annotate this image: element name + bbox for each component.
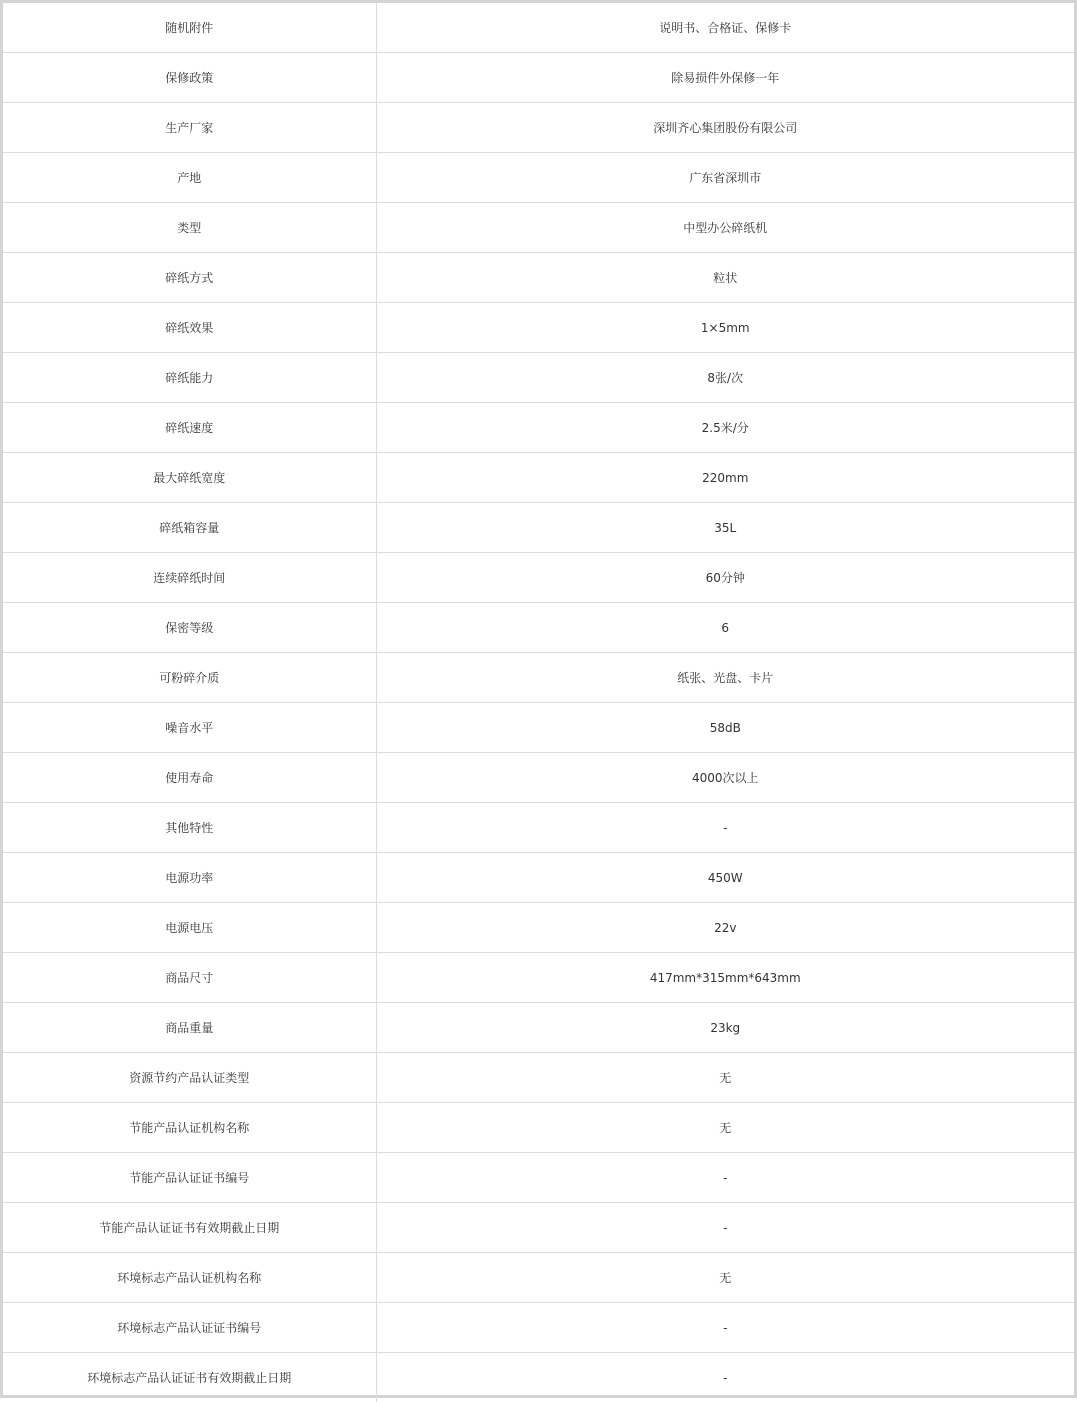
spec-value: 深圳齐心集团股份有限公司 <box>376 103 1074 153</box>
spec-label: 电源电压 <box>3 903 376 953</box>
spec-value: 4000次以上 <box>376 753 1074 803</box>
spec-value: 23kg <box>376 1003 1074 1053</box>
spec-value: 中型办公碎纸机 <box>376 203 1074 253</box>
spec-value: 1×5mm <box>376 303 1074 353</box>
spec-label: 连续碎纸时间 <box>3 553 376 603</box>
spec-value: 220mm <box>376 453 1074 503</box>
spec-row-shred-method <box>3 253 1074 303</box>
spec-label: 噪音水平 <box>3 703 376 753</box>
spec-row-type <box>3 203 1074 253</box>
spec-table-body <box>3 3 1074 1402</box>
spec-row-shred-capacity <box>3 353 1074 403</box>
spec-value: 35L <box>376 503 1074 553</box>
spec-row-energy-cert-number <box>3 1153 1074 1203</box>
spec-row-voltage <box>3 903 1074 953</box>
spec-label: 碎纸方式 <box>3 253 376 303</box>
spec-label: 使用寿命 <box>3 753 376 803</box>
spec-label: 其他特性 <box>3 803 376 853</box>
spec-label: 环境标志产品认证机构名称 <box>3 1253 376 1303</box>
spec-label: 碎纸效果 <box>3 303 376 353</box>
spec-value: - <box>376 1353 1074 1402</box>
spec-row-weight <box>3 1003 1074 1053</box>
spec-value: 说明书、合格证、保修卡 <box>376 3 1074 53</box>
spec-label: 可粉碎介质 <box>3 653 376 703</box>
spec-label: 节能产品认证证书有效期截止日期 <box>3 1203 376 1253</box>
spec-value: - <box>376 1303 1074 1353</box>
spec-value: 58dB <box>376 703 1074 753</box>
spec-row-origin <box>3 153 1074 203</box>
spec-row-warranty <box>3 53 1074 103</box>
spec-value: 450W <box>376 853 1074 903</box>
spec-row-energy-cert-expiry <box>3 1203 1074 1253</box>
spec-value: 除易损件外保修一年 <box>376 53 1074 103</box>
spec-value: 无 <box>376 1103 1074 1153</box>
spec-row-eco-cert-org <box>3 1253 1074 1303</box>
spec-label: 碎纸速度 <box>3 403 376 453</box>
spec-label: 保密等级 <box>3 603 376 653</box>
spec-label: 最大碎纸宽度 <box>3 453 376 503</box>
spec-row-shred-speed <box>3 403 1074 453</box>
spec-value: - <box>376 1203 1074 1253</box>
spec-label: 商品重量 <box>3 1003 376 1053</box>
spec-label: 节能产品认证机构名称 <box>3 1103 376 1153</box>
spec-label: 生产厂家 <box>3 103 376 153</box>
spec-label: 商品尺寸 <box>3 953 376 1003</box>
spec-value: 粒状 <box>376 253 1074 303</box>
spec-label: 环境标志产品认证证书有效期截止日期 <box>3 1353 376 1402</box>
spec-value: 8张/次 <box>376 353 1074 403</box>
spec-table <box>3 3 1074 1402</box>
spec-label: 碎纸能力 <box>3 353 376 403</box>
spec-label: 环境标志产品认证证书编号 <box>3 1303 376 1353</box>
spec-row-noise <box>3 703 1074 753</box>
spec-value: 2.5米/分 <box>376 403 1074 453</box>
spec-row-manufacturer <box>3 103 1074 153</box>
spec-row-dimensions <box>3 953 1074 1003</box>
spec-row-bin-capacity <box>3 503 1074 553</box>
spec-row-security-level <box>3 603 1074 653</box>
spec-row-resource-cert-type <box>3 1053 1074 1103</box>
spec-row-energy-cert-org <box>3 1103 1074 1153</box>
spec-label: 碎纸箱容量 <box>3 503 376 553</box>
spec-label: 电源功率 <box>3 853 376 903</box>
spec-row-other-features <box>3 803 1074 853</box>
spec-value: 60分钟 <box>376 553 1074 603</box>
spec-value: - <box>376 1153 1074 1203</box>
spec-value: 417mm*315mm*643mm <box>376 953 1074 1003</box>
spec-label: 产地 <box>3 153 376 203</box>
spec-row-eco-cert-expiry <box>3 1353 1074 1402</box>
spec-label: 资源节约产品认证类型 <box>3 1053 376 1103</box>
spec-label: 类型 <box>3 203 376 253</box>
spec-row-eco-cert-number <box>3 1303 1074 1353</box>
spec-label: 节能产品认证证书编号 <box>3 1153 376 1203</box>
spec-value: 广东省深圳市 <box>376 153 1074 203</box>
spec-row-accessories <box>3 3 1074 53</box>
spec-row-media <box>3 653 1074 703</box>
spec-row-lifespan <box>3 753 1074 803</box>
spec-row-power <box>3 853 1074 903</box>
spec-label: 随机附件 <box>3 3 376 53</box>
spec-label: 保修政策 <box>3 53 376 103</box>
spec-value: 纸张、光盘、卡片 <box>376 653 1074 703</box>
spec-value: 22v <box>376 903 1074 953</box>
spec-value: 无 <box>376 1053 1074 1103</box>
spec-row-run-time <box>3 553 1074 603</box>
spec-row-shred-size <box>3 303 1074 353</box>
spec-value: 6 <box>376 603 1074 653</box>
spec-value: 无 <box>376 1253 1074 1303</box>
spec-row-max-width <box>3 453 1074 503</box>
spec-value: - <box>376 803 1074 853</box>
